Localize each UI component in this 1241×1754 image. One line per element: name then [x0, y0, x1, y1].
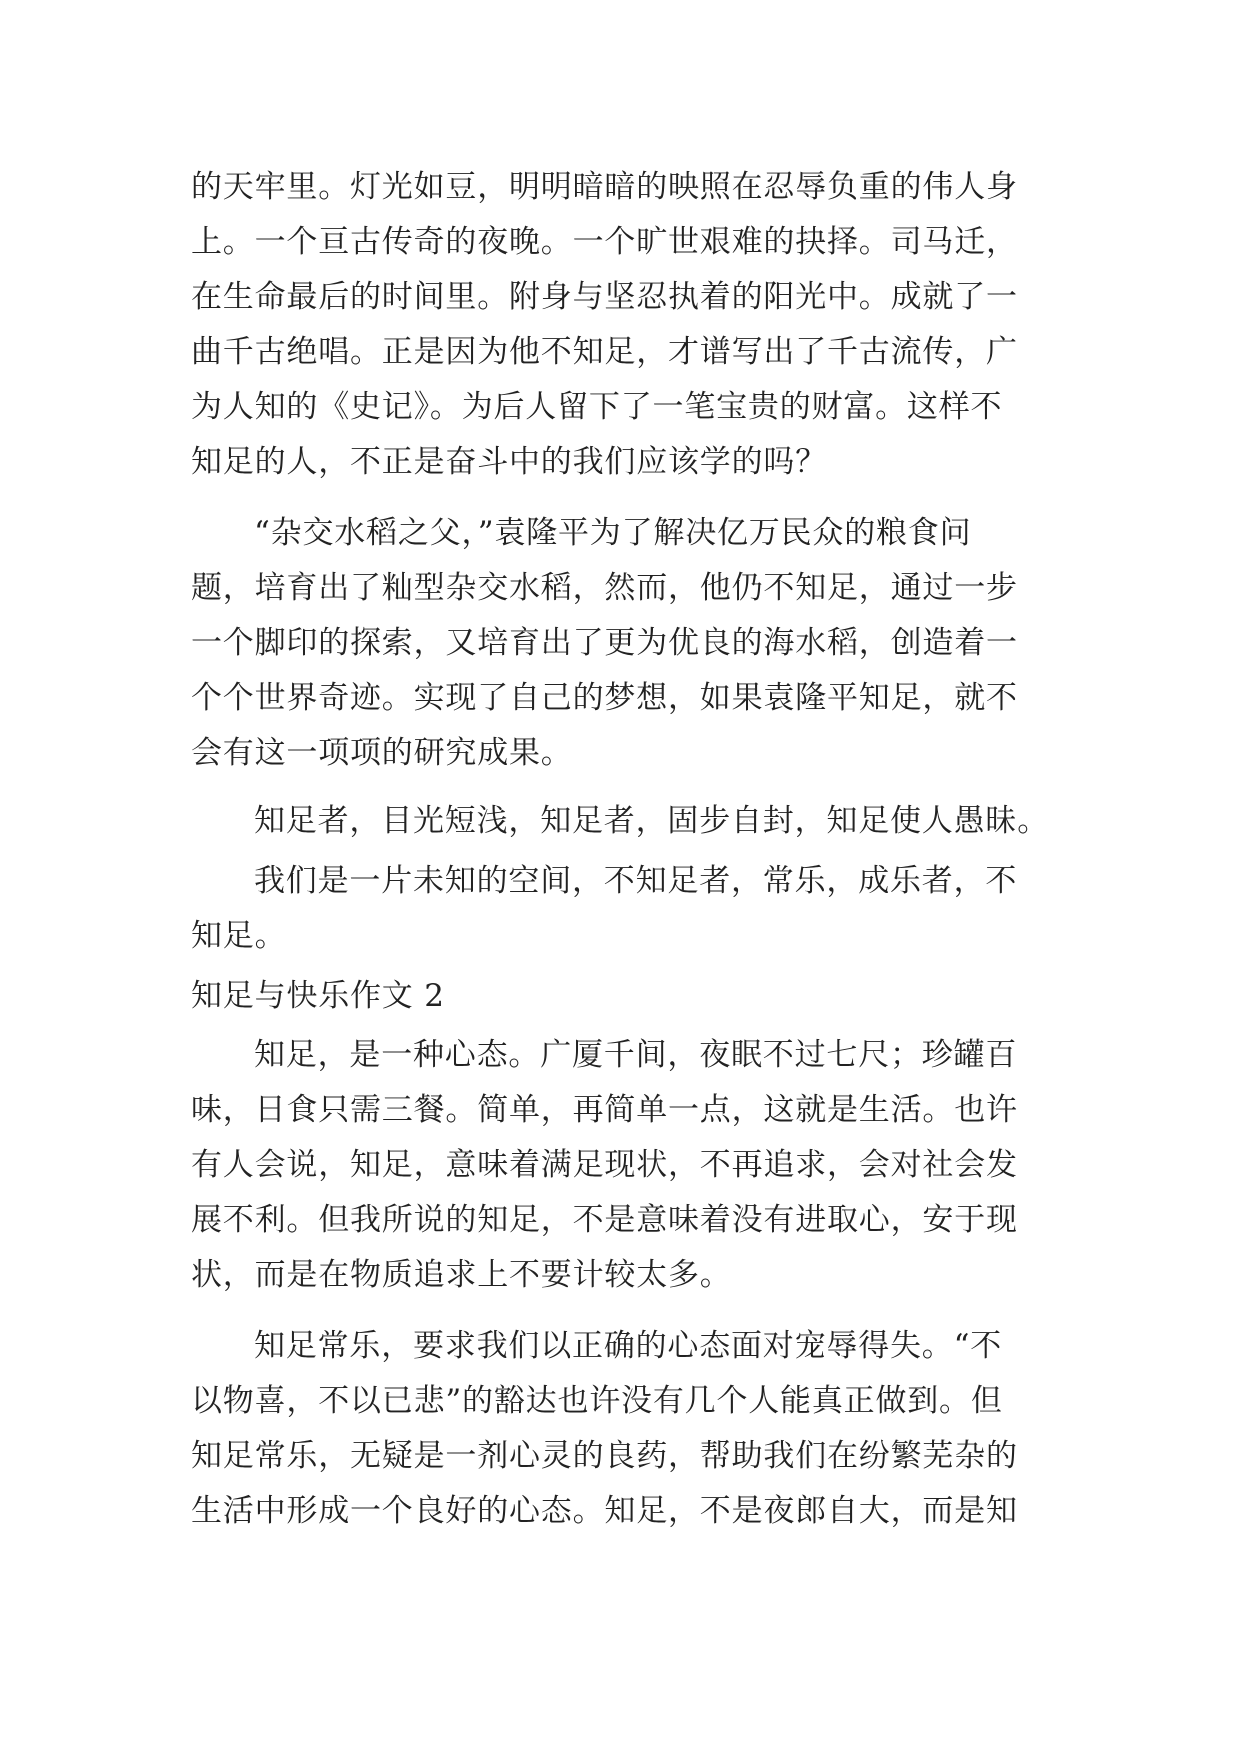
text-line: 一个脚印的探索，又培育出了更为优良的海水稻，创造着一	[191, 625, 1018, 661]
text-line: 我们是一片未知的空间，不知足者，常乐，成乐者，不	[254, 863, 1018, 899]
text-line: 会有这一项项的研究成果。	[191, 735, 573, 771]
text-line: 知足的人，不正是奋斗中的我们应该学的吗？	[191, 444, 827, 480]
text-line: 知足常乐，无疑是一剂心灵的良药，帮助我们在纷繁芜杂的	[191, 1438, 1018, 1474]
text-line: 展不利。但我所说的知足，不是意味着没有进取心，安于现	[191, 1202, 1018, 1238]
text-line: 个个世界奇迹。实现了自己的梦想，如果袁隆平知足，就不	[191, 680, 1018, 716]
section-heading: 知足与快乐作文 2	[191, 978, 445, 1014]
text-line: 生活中形成一个良好的心态。知足，不是夜郎自大，而是知	[191, 1493, 1018, 1529]
text-line: 味，日食只需三餐。简单，再简单一点，这就是生活。也许	[191, 1092, 1018, 1128]
text-line: 知足，是一种心态。广厦千间，夜眠不过七尺；珍罐百	[254, 1037, 1018, 1073]
text-line: 在生命最后的时间里。附身与坚忍执着的阳光中。成就了一	[191, 279, 1018, 315]
text-line: 题，培育出了籼型杂交水稻，然而，他仍不知足，通过一步	[191, 570, 1018, 606]
text-line: 曲千古绝唱。正是因为他不知足，才谱写出了千古流传，广	[191, 334, 1018, 370]
text-line: “杂交水稻之父，”袁隆平为了解决亿万民众的粮食问	[254, 515, 972, 551]
text-line: 知足常乐，要求我们以正确的心态面对宠辱得失。“不	[254, 1328, 1003, 1364]
text-line: 状，而是在物质追求上不要计较太多。	[191, 1257, 732, 1293]
text-line: 的天牢里。灯光如豆，明明暗暗的映照在忍辱负重的伟人身	[191, 169, 1018, 205]
text-line: 知足。	[191, 918, 287, 954]
text-line: 上。一个亘古传奇的夜晚。一个旷世艰难的抉择。司马迁，	[191, 224, 1018, 260]
text-line: 知足者，目光短浅，知足者，固步自封，知足使人愚昧。	[254, 803, 1049, 839]
text-line: 有人会说，知足，意味着满足现状，不再追求，会对社会发	[191, 1147, 1018, 1183]
text-line: 以物喜，不以已悲”的豁达也许没有几个人能真正做到。但	[191, 1383, 1003, 1419]
text-line: 为人知的《史记》。为后人留下了一笔宝贵的财富。这样不	[191, 389, 1003, 425]
